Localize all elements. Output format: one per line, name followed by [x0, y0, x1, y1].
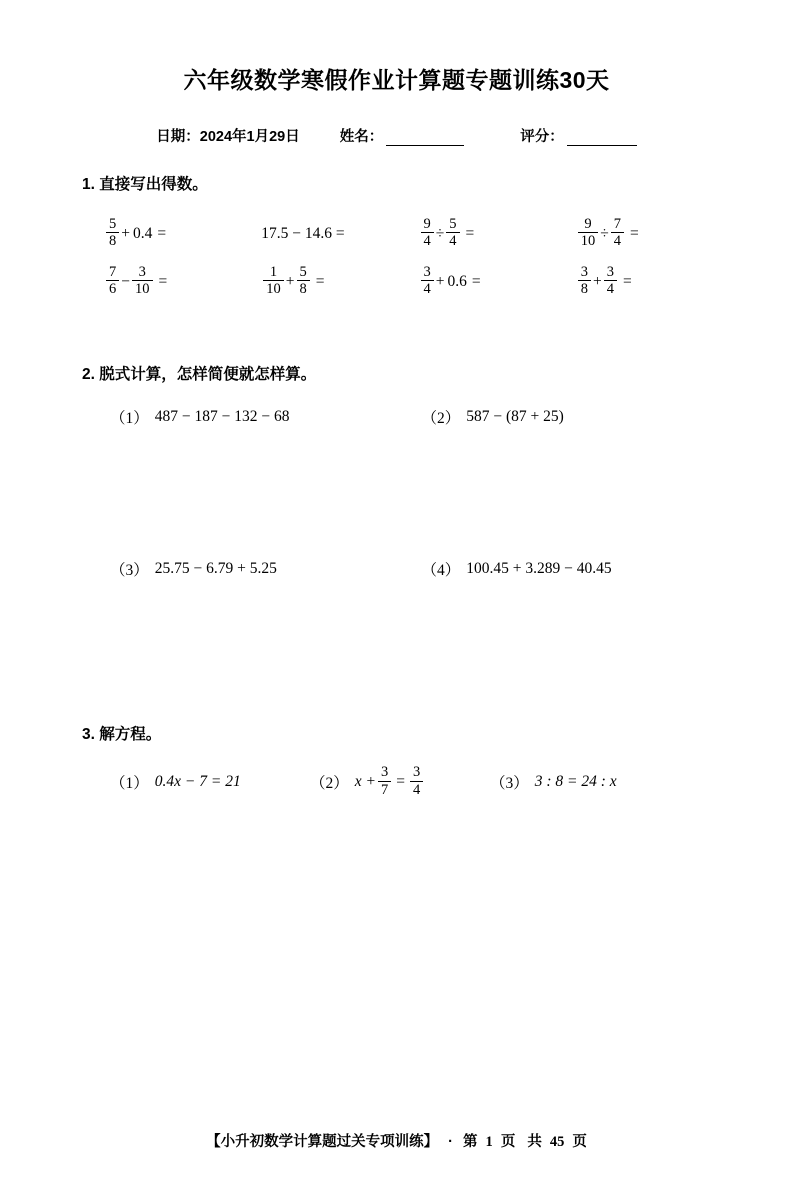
problem-1-3 [419, 215, 576, 251]
score-label: 评分： [520, 129, 564, 145]
section-2-grid [60, 406, 733, 700]
fraction: $\frac{5}{8}$ [106, 217, 119, 250]
footer-bracket-text: 【小升初数学计算题过关专项训练】 [206, 1134, 439, 1150]
problem-1-7 [419, 263, 576, 299]
equals: = [465, 224, 475, 242]
footer-page-total: 45 [549, 1134, 565, 1150]
operator: ÷ [435, 224, 445, 242]
problem-2-3 [110, 558, 422, 580]
fraction: $\frac{9}{10}$ [578, 217, 599, 250]
term: 0.4 [133, 224, 153, 242]
worksheet-page [0, 62, 793, 1184]
problem-2-1 [110, 406, 422, 428]
problem-1-4 [576, 215, 733, 251]
problem-1-6 [261, 263, 418, 299]
fraction: $\frac{3}{4}$ [421, 265, 434, 298]
name-field [340, 125, 465, 146]
section-3-heading: 3. 解方程。 [82, 726, 162, 743]
expression: 487 − 187 − 132 − 68 [154, 408, 290, 425]
problem-1-5 [104, 263, 261, 299]
equals: = [157, 224, 167, 242]
equals: = [396, 773, 405, 791]
fraction: $\frac{3}{10}$ [132, 265, 153, 298]
footer-page-current: 1 [485, 1134, 493, 1150]
fraction: $\frac{3}{8}$ [578, 265, 591, 298]
fraction: $\frac{3}{4}$ [604, 265, 617, 298]
footer-page-suffix: 页 [572, 1134, 587, 1150]
section-2-heading: 2. 脱式计算，怎样简便就怎样算。 [82, 366, 317, 383]
date-field [156, 125, 299, 146]
fraction: $\frac{5}{8}$ [297, 265, 310, 298]
expression: 25.75 − 6.79 + 5.25 [154, 560, 277, 577]
date-label: 日期： [156, 129, 200, 145]
page-title: 六年级数学寒假作业计算题专题训练30天 [183, 67, 610, 93]
footer-page-prefix: 第 [463, 1134, 478, 1150]
problem-3-1 [110, 771, 310, 793]
fraction: $\frac{3}{4}$ [410, 765, 423, 798]
fraction: $\frac{5}{4}$ [446, 217, 459, 250]
footer-total-prefix: 共 [527, 1134, 542, 1150]
equals: = [471, 272, 481, 290]
problem-2-4 [422, 558, 734, 580]
answer-space [110, 580, 733, 700]
problem-label: （1） [110, 775, 149, 793]
answer-space [110, 428, 733, 558]
equals: = [623, 272, 632, 290]
fraction: $\frac{9}{4}$ [421, 217, 434, 250]
operator: ÷ [600, 224, 609, 242]
footer-page-mid: 页 [500, 1134, 516, 1150]
footer-dot: · [448, 1134, 453, 1150]
section-2-row [110, 558, 733, 580]
meta-row [60, 125, 733, 146]
section-1-row [104, 210, 733, 258]
problem-label: （3） [110, 562, 149, 579]
expression: 0.4x − 7 = 21 [154, 773, 241, 791]
lead-term: x + [354, 773, 376, 791]
date-value: 2024年1月29日 [199, 129, 300, 145]
operator: + [285, 272, 295, 290]
problem-label: （3） [490, 775, 529, 793]
fraction: $\frac{7}{6}$ [106, 265, 119, 298]
problem-label: （4） [421, 562, 461, 579]
problem-1-2 [261, 225, 418, 243]
expression: 587 − (87 + 25) [466, 408, 564, 425]
problem-label: （2） [421, 410, 461, 427]
fraction: $\frac{7}{4}$ [611, 217, 624, 250]
section-2-row [110, 406, 733, 428]
problem-1-1 [104, 215, 261, 251]
fraction: $\frac{1}{10}$ [263, 265, 284, 298]
expression: 100.45 + 3.289 − 40.45 [466, 560, 612, 577]
section-1-row [104, 258, 733, 306]
section-3-row [110, 766, 733, 799]
operator: + [435, 272, 445, 290]
equals: = [315, 272, 325, 290]
expression: 3 : 8 = 24 : x [534, 773, 617, 791]
section-3-grid [60, 766, 733, 799]
score-input-blank[interactable] [567, 132, 637, 146]
section-1-grid [60, 210, 733, 306]
problem-label: （1） [110, 410, 149, 427]
page-footer [0, 1130, 793, 1151]
section-1-heading: 1. 直接写出得数。 [82, 176, 208, 193]
equals: = [630, 224, 639, 242]
fraction: $\frac{3}{7}$ [378, 765, 391, 798]
operator: + [593, 272, 602, 290]
expression: 17.5 − 14.6 = [261, 225, 345, 242]
problem-3-2 [310, 766, 490, 799]
problem-3-3 [490, 771, 670, 793]
operator: + [121, 224, 130, 242]
problem-label: （2） [310, 775, 349, 793]
operator: − [121, 272, 130, 290]
score-field [520, 125, 637, 146]
problem-2-2 [422, 406, 734, 428]
problem-1-8 [576, 263, 733, 299]
term: 0.6 [447, 272, 467, 290]
name-input-blank[interactable] [386, 132, 464, 146]
name-label: 姓名： [339, 129, 384, 145]
equals: = [158, 272, 168, 290]
